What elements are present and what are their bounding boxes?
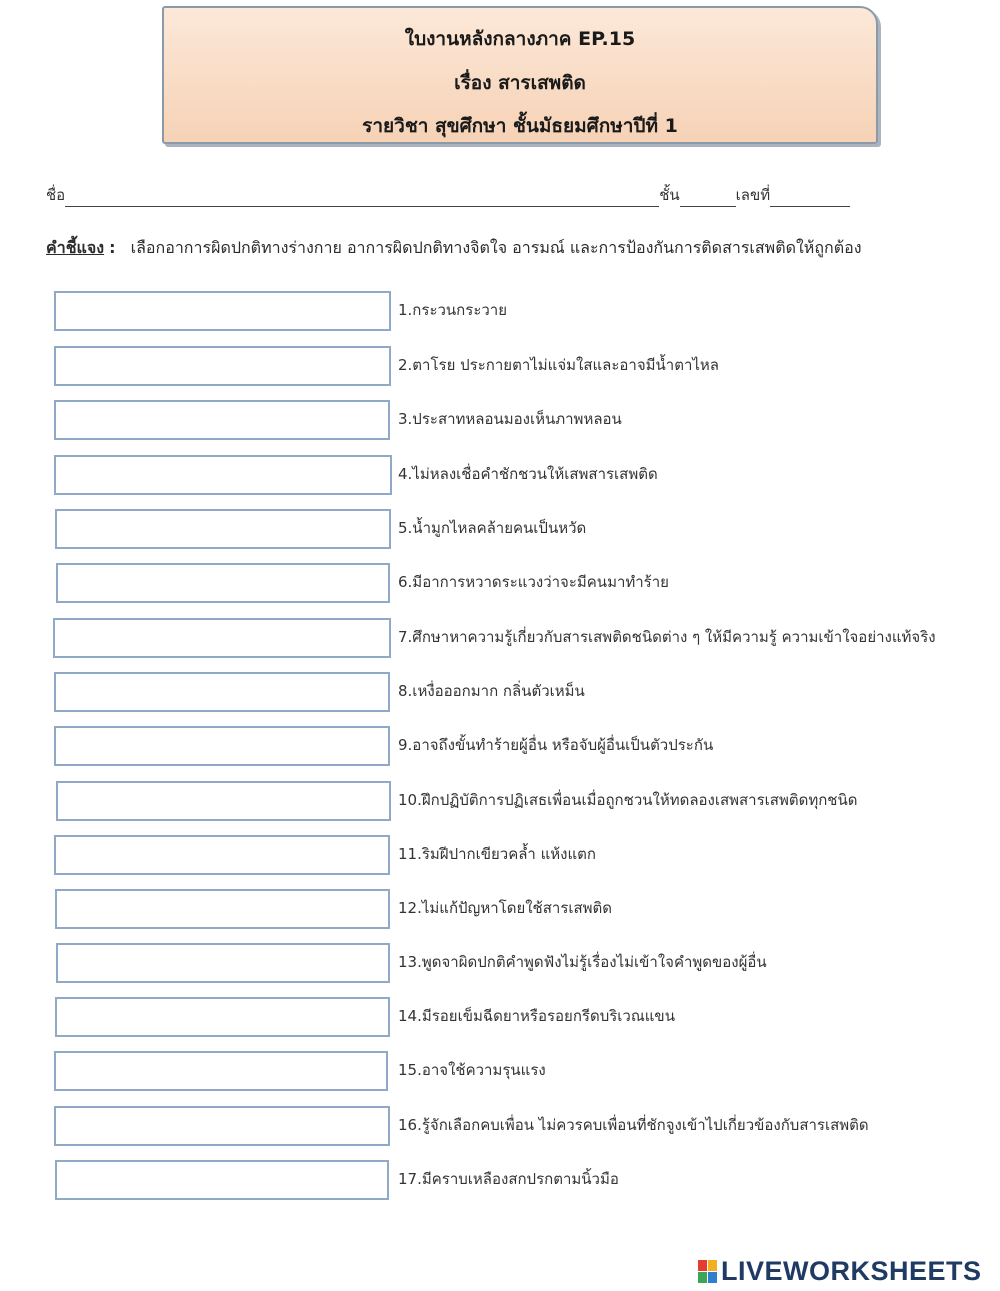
- worksheet-subject: รายวิชา สุขศึกษา ชั้นมัธยมศึกษาปีที่ 1: [362, 115, 678, 137]
- answer-dropbox[interactable]: [54, 1106, 390, 1146]
- list-item: [0, 889, 1000, 933]
- item-text: 17.มีคราบเหลืองสกปรกตามนิ้วมือ: [398, 1170, 619, 1188]
- item-text: 9.อาจถึงขั้นทำร้ายผู้อื่น หรือจับผู้อื่นเป็นตัวประกัน: [398, 736, 714, 754]
- instructions-colon: :: [109, 238, 116, 257]
- item-text: 14.มีรอยเข็มฉีดยาหรือรอยกรีดบริเวณแขน: [398, 1007, 675, 1025]
- item-text: 12.ไม่แก้ปัญหาโดยใช้สารเสพติด: [398, 899, 613, 917]
- logo-text: LIVEWORKSHEETS: [721, 1256, 982, 1286]
- instructions-label: คำชี้แจง: [46, 238, 105, 257]
- answer-dropbox[interactable]: [55, 997, 390, 1037]
- logo-block-e: [708, 1272, 717, 1283]
- item-text: 16.รู้จักเลือกคบเพื่อน ไม่ควรคบเพื่อนที่ชักจูงเข้าไปเกี่ยวข้องกับสารเสพติด: [398, 1116, 869, 1134]
- number-label: เลขที่: [735, 186, 771, 204]
- liveworksheets-logo: [698, 1256, 982, 1287]
- logo-block-i: [708, 1260, 717, 1271]
- answer-dropbox[interactable]: [54, 400, 390, 440]
- list-item: [0, 943, 1000, 987]
- answer-dropbox[interactable]: [56, 943, 390, 983]
- list-item: [0, 1051, 1000, 1095]
- answer-dropbox[interactable]: [54, 455, 392, 495]
- list-item: [0, 563, 1000, 607]
- answer-dropbox[interactable]: [53, 618, 391, 658]
- list-item: [0, 346, 1000, 390]
- list-item: [0, 455, 1000, 499]
- item-text: 3.ประสาทหลอนมองเห็นภาพหลอน: [398, 410, 622, 428]
- answer-dropbox[interactable]: [54, 1051, 388, 1091]
- answer-dropbox[interactable]: [54, 672, 390, 712]
- class-line: [680, 190, 736, 207]
- instructions: [46, 236, 976, 261]
- answer-dropbox[interactable]: [54, 835, 390, 875]
- list-item: [0, 509, 1000, 553]
- list-item: [0, 400, 1000, 444]
- item-text: 1.กระวนกระวาย: [398, 301, 508, 319]
- list-item: [0, 781, 1000, 825]
- logo-block-l: [698, 1260, 707, 1271]
- item-text: 13.พูดจาผิดปกติคำพูดฟังไม่รู้เรื่องไม่เข้าใจคำพูดของผู้อื่น: [398, 953, 767, 971]
- item-text: 2.ตาโรย ประกายตาไม่แจ่มใสและอาจมีน้ำตาไหล: [398, 356, 719, 374]
- item-text: 11.ริมฝีปากเขียวคล้ำ แห้งแตก: [398, 845, 596, 863]
- worksheet-title: ใบงานหลังกลางภาค EP.15: [404, 28, 636, 50]
- answer-dropbox[interactable]: [55, 889, 390, 929]
- answer-dropbox[interactable]: [56, 563, 390, 603]
- item-text: 4.ไม่หลงเชื่อคำชักชวนให้เสพสารเสพติด: [398, 465, 658, 483]
- liveworksheets-logo-icon: [698, 1260, 717, 1283]
- name-label: ชื่อ: [46, 186, 66, 204]
- item-text: 5.น้ำมูกไหลคล้ายคนเป็นหวัด: [398, 519, 587, 537]
- answer-dropbox[interactable]: [54, 291, 391, 331]
- answer-dropbox[interactable]: [56, 781, 391, 821]
- list-item: [0, 672, 1000, 716]
- instructions-text: เลือกอาการผิดปกติทางร่างกาย อาการผิดปกติทางจิตใจ อารมณ์ และการป้องกันการติดสารเสพติดให้ถูกต้อง: [130, 238, 862, 257]
- list-item: [0, 618, 1000, 662]
- item-text: 7.ศึกษาหาความรู้เกี่ยวกับสารเสพติดชนิดต่าง ๆ ให้มีความรู้ ความเข้าใจอย่างแท้จริง: [398, 628, 936, 646]
- answer-dropbox[interactable]: [54, 726, 390, 766]
- list-item: [0, 997, 1000, 1041]
- student-info-row: [46, 183, 876, 207]
- list-item: [0, 835, 1000, 879]
- class-label: ชั้น: [659, 186, 680, 204]
- worksheet-title-box: [162, 6, 878, 144]
- list-item: [0, 1160, 1000, 1204]
- name-line: [65, 190, 659, 207]
- answer-dropbox[interactable]: [55, 509, 391, 549]
- answer-dropbox[interactable]: [54, 346, 391, 386]
- item-text: 15.อาจใช้ความรุนแรง: [398, 1061, 546, 1079]
- list-item: [0, 726, 1000, 770]
- item-text: 6.มีอาการหวาดระแวงว่าจะมีคนมาทำร้าย: [398, 573, 669, 591]
- worksheet-topic: เรื่อง สารเสพติด: [454, 72, 586, 94]
- list-item: [0, 1106, 1000, 1150]
- answer-dropbox[interactable]: [55, 1160, 389, 1200]
- list-item: [0, 291, 1000, 335]
- logo-block-v: [698, 1272, 707, 1283]
- item-text: 8.เหงื่อออกมาก กลิ่นตัวเหม็น: [398, 682, 585, 700]
- number-line: [770, 190, 850, 207]
- item-text: 10.ฝึกปฏิบัติการปฏิเสธเพื่อนเมื่อถูกชวนให้ทดลองเสพสารเสพติดทุกชนิด: [398, 791, 858, 809]
